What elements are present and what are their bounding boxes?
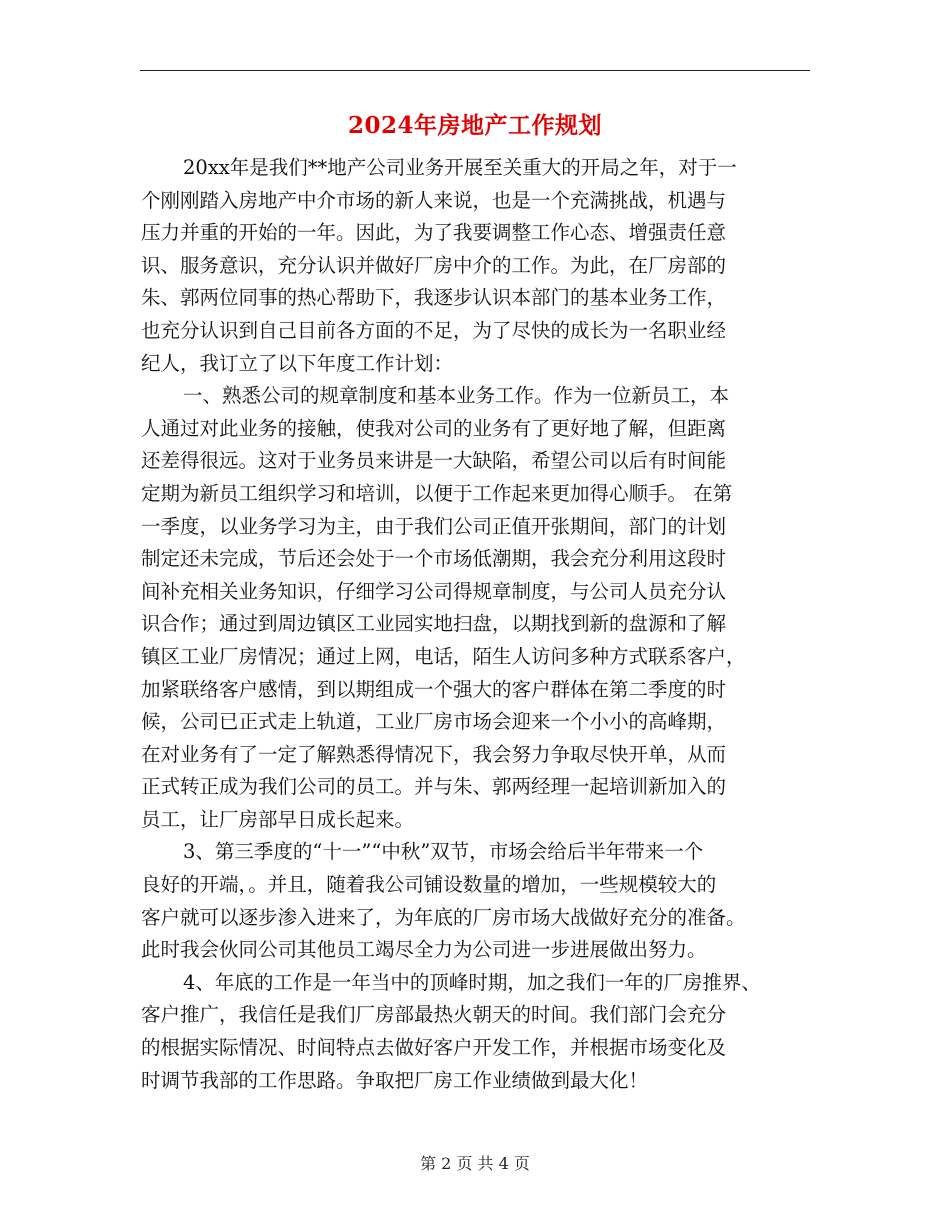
body-line: 候，公司已正式走上轨道，工业厂房市场会迎来一个小小的高峰期，	[141, 710, 727, 734]
body-line: 制定还未完成，节后还会处于一个市场低潮期，我会充分利用这段时	[141, 547, 727, 571]
body-line: 客户推广，我信任是我们厂房部最热火朝天的时间。我们部门会充分	[141, 1003, 727, 1027]
body-line: 人通过对此业务的接触，使我对公司的业务有了更好地了解，但距离	[141, 416, 727, 440]
body-line: 加紧联络客户感情，到以期组成一个强大的客户群体在第二季度的时	[141, 677, 727, 701]
body-line: 3、第三季度的“十一”“中秋”双节，市场会给后半年带来一个	[183, 840, 704, 864]
body-line: 间补充相关业务知识，仔细学习公司得规章制度，与公司人员充分认	[141, 579, 727, 603]
body-line: 时调节我部的工作思路。争取把厂房工作业绩做到最大化！	[141, 1068, 649, 1092]
document-title: 2024年房地产工作规划	[347, 112, 602, 139]
body-line: 正式转正成为我们公司的员工。并与朱、郭两经理一起培训新加入的	[141, 775, 727, 799]
body-line: 识、服务意识，充分认识并做好厂房中介的工作。为此，在厂房部的	[141, 253, 727, 277]
body-line: 的根据实际情况、时间特点去做好客户开发工作，并根据市场变化及	[141, 1036, 727, 1060]
body-line: 识合作；通过到周边镇区工业园实地扫盘，以期找到新的盘源和了解	[141, 612, 727, 636]
body-line: 4、年底的工作是一年当中的顶峰时期，加之我们一年的厂房推界、	[183, 970, 761, 994]
body-line: 镇区工业厂房情况；通过上网，电话，陌生人访问多种方式联系客户，	[141, 644, 746, 668]
body-line: 纪人，我订立了以下年度工作计划：	[141, 351, 454, 375]
body-line: 还差得很远。这对于业务员来讲是一大缺陷，希望公司以后有时间能	[141, 449, 727, 473]
page-number-footer: 第 2 页 共 4 页	[420, 1154, 530, 1173]
document-body	[141, 152, 821, 1097]
body-line: 此时我会伙同公司其他员工竭尽全力为公司进一步进展做出努力。	[141, 938, 707, 962]
body-line: 个刚刚踏入房地产中介市场的新人来说，也是一个充满挑战，机遇与	[141, 188, 727, 212]
header-rule	[140, 70, 810, 71]
body-line: 一季度，以业务学习为主，由于我们公司正值开张期间，部门的计划	[141, 514, 727, 538]
body-line: 一、熟悉公司的规章制度和基本业务工作。作为一位新员工，本	[183, 384, 730, 408]
body-line: 员工，让厂房部早日成长起来。	[141, 807, 415, 831]
body-line: 良好的开端，。并且，随着我公司铺设数量的增加，一些规模较大的	[141, 873, 717, 897]
body-line: 也充分认识到自己目前各方面的不足，为了尽快的成长为一名职业经	[141, 318, 727, 342]
body-line: 客户就可以逐步渗入进来了，为年底的厂房市场大战做好充分的准备。	[141, 905, 746, 929]
body-line: 定期为新员工组织学习和培训，以便于工作起来更加得心顺手。 在第	[141, 481, 733, 505]
body-line: 在对业务有了一定了解熟悉得情况下，我会努力争取尽快开单，从而	[141, 742, 727, 766]
body-line: 朱、郭两位同事的热心帮助下，我逐步认识本部门的基本业务工作，	[141, 286, 727, 310]
body-line: 压力并重的开始的一年。因此，为了我要调整工作心态、增强责任意	[141, 221, 727, 245]
body-line: 20xx年是我们**地产公司业务开展至关重大的开局之年，对于一	[183, 156, 737, 179]
